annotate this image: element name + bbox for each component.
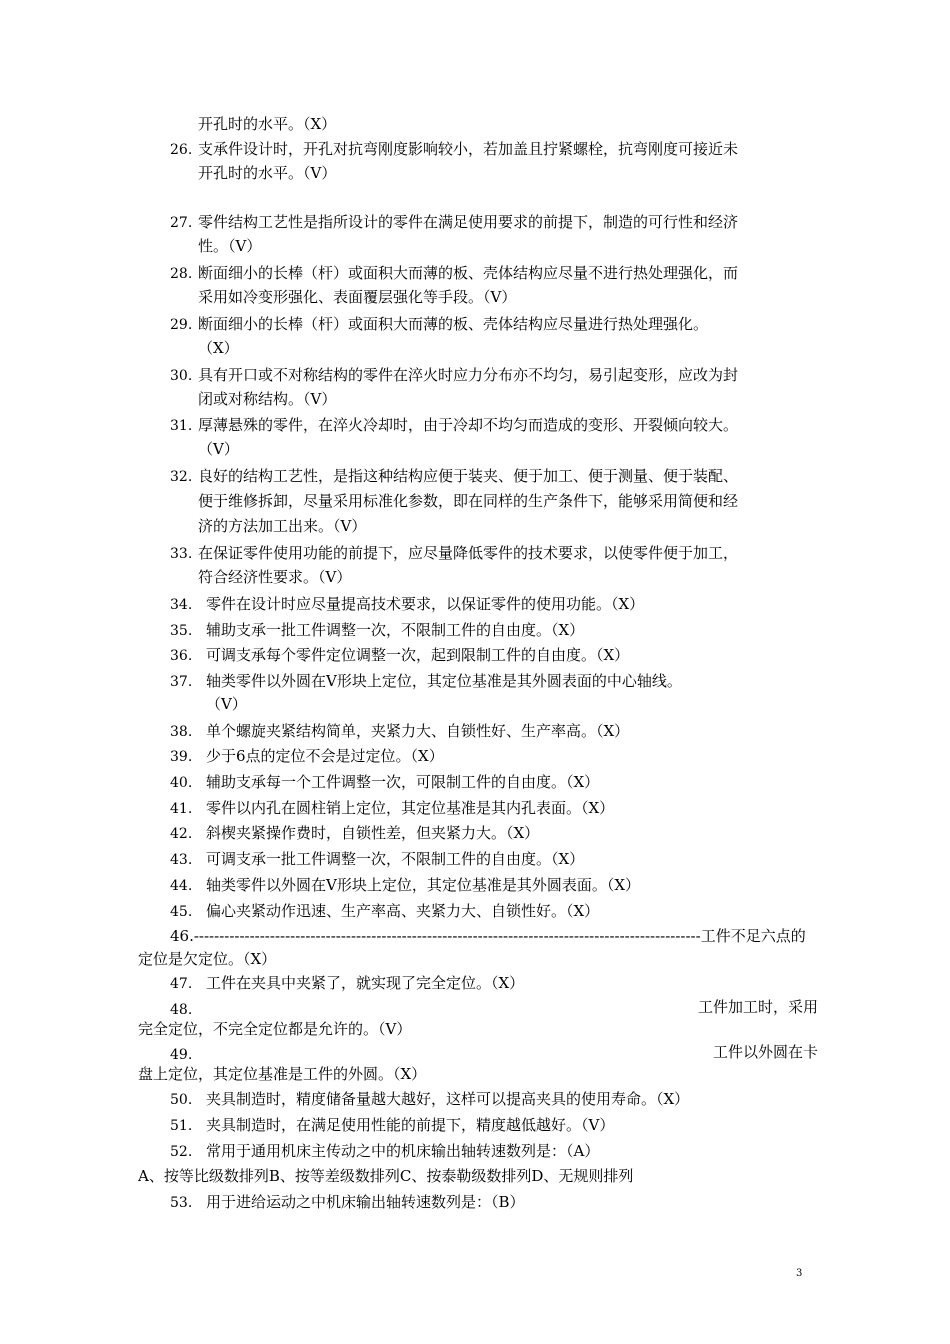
item-number: 26. bbox=[170, 142, 193, 158]
item-line: 良好的结构工艺性，是指这种结构应便于装夹、便于加工、便于测量、便于装配、 bbox=[198, 467, 739, 485]
item-number: 42. bbox=[170, 826, 193, 842]
item-line: 盘上定位，其定位基准是工件的外圆。（X） bbox=[138, 1065, 427, 1083]
item-line: 性。（V） bbox=[198, 237, 262, 255]
item-line: 完全定位，不完全定位都是允许的。（V） bbox=[138, 1020, 412, 1038]
item-line: 夹具制造时，在满足使用性能的前提下，精度越低越好。（V） bbox=[206, 1116, 615, 1134]
item-line: 零件结构工艺性是指所设计的零件在满足使用要求的前提下，制造的可行性和经济 bbox=[198, 213, 739, 231]
item-number: 28. bbox=[170, 266, 193, 282]
item-line: 用于进给运动之中机床输出轴转速数列是：（B） bbox=[206, 1193, 525, 1211]
item-number: 37. bbox=[170, 674, 193, 690]
item-line: 可调支承一批工件调整一次，不限制工件的自由度。（X） bbox=[206, 850, 585, 868]
item-number: 35. bbox=[170, 623, 193, 639]
item-number: 39. bbox=[170, 749, 193, 765]
item-line: 符合经济性要求。（V） bbox=[198, 568, 352, 586]
item-number: 29. bbox=[170, 317, 193, 333]
item-number: 52. bbox=[170, 1144, 193, 1160]
item-number: 40. bbox=[170, 775, 193, 791]
item-line: 46.----------------------------------------------------------------------------------------------------工件不足六点的 bbox=[170, 927, 806, 945]
item-line: 支承件设计时，开孔对抗弯刚度影响较小，若加盖且拧紧螺栓，抗弯刚度可接近未 bbox=[198, 140, 739, 158]
item-line: 工件以外圆在卡 bbox=[712, 1043, 818, 1061]
item-line: 辅助支承一批工件调整一次，不限制工件的自由度。（X） bbox=[206, 621, 585, 639]
item-number: 53. bbox=[170, 1195, 193, 1211]
item-line: 少于6点的定位不会是过定位。（X） bbox=[206, 747, 444, 765]
item-line: 工件加工时，采用 bbox=[697, 998, 818, 1016]
item-number: 30. bbox=[170, 368, 193, 384]
item-number: 38. bbox=[170, 724, 193, 740]
item-number: 50. bbox=[170, 1092, 193, 1108]
item-number: 48. bbox=[170, 1002, 193, 1018]
item-line: 轴类零件以外圆在V形块上定位，其定位基准是其外圆表面的中心轴线。 bbox=[206, 672, 682, 690]
item-number: 47. bbox=[170, 976, 193, 992]
item-line: 偏心夹紧动作迅速、生产率高、夹紧力大、自锁性好。（X） bbox=[206, 902, 600, 920]
item-number: 41. bbox=[170, 801, 193, 817]
item-line: 闭或对称结构。（V） bbox=[198, 390, 337, 408]
item-number: 27. bbox=[170, 215, 193, 231]
item-line: A、按等比级数排列B、按等差级数排列C、按泰勒级数排列D、无规则排列 bbox=[138, 1167, 634, 1185]
item-line: 单个螺旋夹紧结构简单，夹紧力大、自锁性好、生产率高。（X） bbox=[206, 722, 630, 740]
item-number: 31. bbox=[170, 418, 193, 434]
item-number: 36. bbox=[170, 648, 193, 664]
item-line: 在保证零件使用功能的前提下，应尽量降低零件的技术要求，以使零件便于加工， bbox=[198, 544, 739, 562]
item-line: 零件以内孔在圆柱销上定位，其定位基准是其内孔表面。（X） bbox=[206, 799, 615, 817]
item-line: 断面细小的长棒（杆）或面积大而薄的板、壳体结构应尽量不进行热处理强化，而 bbox=[198, 264, 739, 282]
item-number: 49. bbox=[170, 1047, 193, 1063]
item-line: （V） bbox=[198, 440, 239, 458]
item-number: 51. bbox=[170, 1118, 193, 1134]
item-number: 43. bbox=[170, 852, 193, 868]
item-line: （X） bbox=[198, 339, 239, 357]
item-number: 44. bbox=[170, 878, 193, 894]
item-line: 开孔时的水平。（X） bbox=[198, 115, 337, 133]
item-line: 斜楔夹紧操作费时，自锁性差，但夹紧力大。（X） bbox=[206, 824, 540, 842]
item-line: 断面细小的长棒（杆）或面积大而薄的板、壳体结构应尽量进行热处理强化。 bbox=[198, 315, 709, 333]
item-line: 可调支承每个零件定位调整一次，起到限制工件的自由度。（X） bbox=[206, 646, 630, 664]
item-line: 厚薄悬殊的零件，在淬火冷却时，由于冷却不均匀而造成的变形、开裂倾向较大。 bbox=[198, 416, 739, 434]
item-line: 工件在夹具中夹紧了，就实现了完全定位。（X） bbox=[206, 974, 525, 992]
item-number: 32. bbox=[170, 469, 193, 485]
item-line: 便于维修拆卸，尽量采用标准化参数，即在同样的生产条件下，能够采用简便和经 bbox=[198, 492, 739, 510]
item-line: 具有开口或不对称结构的零件在淬火时应力分布亦不均匀，易引起变形，应改为封 bbox=[198, 366, 739, 384]
item-line: 夹具制造时，精度储备量越大越好，这样可以提高夹具的使用寿命。（X） bbox=[206, 1090, 690, 1108]
item-line: 定位是欠定位。（X） bbox=[138, 950, 277, 968]
item-line: 开孔时的水平。（V） bbox=[198, 164, 337, 182]
item-number: 33. bbox=[170, 546, 193, 562]
page-number: 3 bbox=[796, 1268, 803, 1279]
item-number: 45. bbox=[170, 904, 193, 920]
item-line: （V） bbox=[206, 695, 247, 713]
item-number: 34. bbox=[170, 597, 193, 613]
item-line: 常用于通用机床主传动之中的机床输出轴转速数列是：（A） bbox=[206, 1142, 600, 1160]
item-line: 轴类零件以外圆在V形块上定位，其定位基准是其外圆表面。（X） bbox=[206, 876, 641, 894]
item-line: 济的方法加工出来。（V） bbox=[198, 517, 367, 535]
item-line: 辅助支承每一个工件调整一次，可限制工件的自由度。（X） bbox=[206, 773, 600, 791]
item-line: 采用如冷变形强化、表面覆层强化等手段。（V） bbox=[198, 288, 517, 306]
item-line: 零件在设计时应尽量提高技术要求，以保证零件的使用功能。（X） bbox=[206, 595, 645, 613]
